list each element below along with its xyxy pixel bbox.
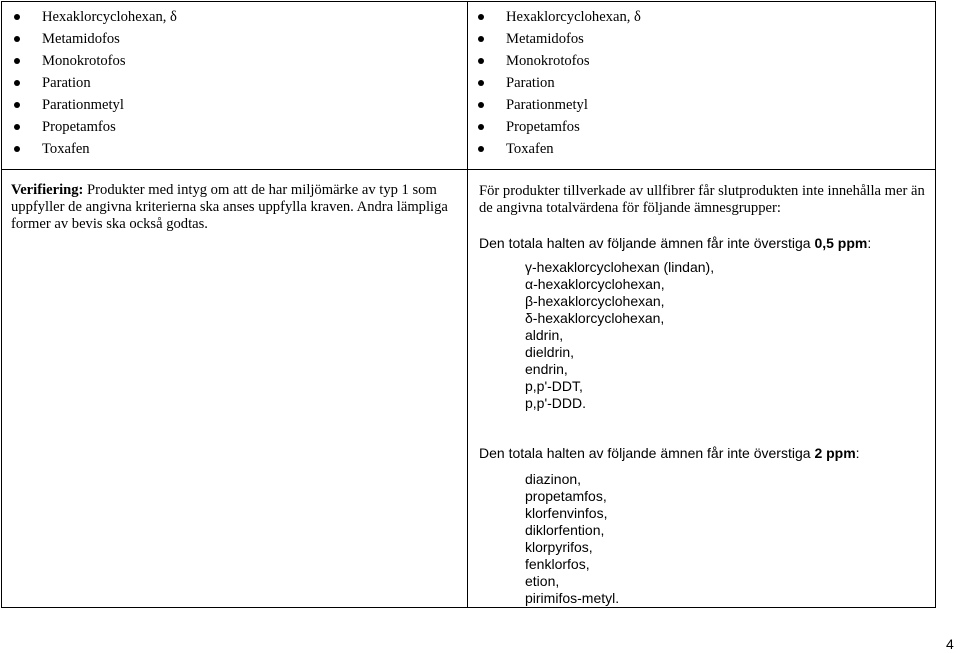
list-item: γ-hexaklorcyclohexan (lindan), — [525, 259, 715, 275]
list-item: pirimifos-metyl. — [525, 590, 620, 606]
list-item: Metamidofos — [474, 28, 641, 50]
page-number: 4 — [946, 636, 954, 652]
list-item: p,p'-DDT, — [525, 378, 583, 394]
limit-heading-2 — [479, 445, 860, 461]
verification-text: Produkter med intyg om att de har miljömärke av typ 1 som uppfyller de angivna kriterierna ska anses uppfylla kraven. Andra lämpliga former av bevis ska också godtas. — [11, 182, 448, 232]
list-item: fenklorfos, — [525, 556, 590, 572]
limit-value: 0,5 ppm — [814, 235, 868, 251]
limit-heading-1 — [479, 235, 871, 251]
limit-suffix: : — [867, 235, 872, 251]
list-item: dieldrin, — [525, 344, 575, 360]
limit-text: Den totala halten av följande ämnen får inte överstiga — [479, 235, 815, 251]
right-substance-list — [474, 6, 641, 160]
list-item: α-hexaklorcyclohexan, — [525, 276, 665, 292]
list-item: aldrin, — [525, 327, 564, 343]
list-item: propetamfos, — [525, 488, 607, 504]
list-item: etion, — [525, 573, 560, 589]
substance-group-2 — [525, 471, 619, 607]
list-item: Metamidofos — [10, 28, 177, 50]
verification-paragraph — [11, 182, 463, 233]
substance-group-1 — [525, 259, 714, 412]
left-substance-list — [10, 6, 177, 160]
list-item: Monokrotofos — [474, 50, 641, 72]
column-divider-top — [467, 2, 468, 170]
list-item: Toxafen — [10, 138, 177, 160]
list-item: Paration — [474, 72, 641, 94]
criteria-table — [1, 1, 936, 608]
list-item: Hexaklorcyclohexan, δ — [474, 6, 641, 28]
column-divider-bottom — [467, 170, 468, 607]
list-item: Parationmetyl — [10, 94, 177, 116]
list-item: klorpyrifos, — [525, 539, 593, 555]
list-item: Propetamfos — [474, 116, 641, 138]
verification-label: Verifiering: — [11, 182, 84, 198]
list-item: δ-hexaklorcyclohexan, — [525, 310, 665, 326]
list-item: Parationmetyl — [474, 94, 641, 116]
list-item: diazinon, — [525, 471, 582, 487]
list-item: β-hexaklorcyclohexan, — [525, 293, 665, 309]
intro-paragraph: För produkter tillverkade av ullfibrer får slutprodukten inte innehålla mer än de angivna totalvärdena för följande ämnesgrupper: — [479, 183, 925, 216]
list-item: diklorfention, — [525, 522, 605, 538]
limit-text: Den totala halten av följande ämnen får inte överstiga — [479, 445, 815, 461]
list-item: endrin, — [525, 361, 568, 377]
list-item: Monokrotofos — [10, 50, 177, 72]
limit-suffix: : — [855, 445, 860, 461]
list-item: Propetamfos — [10, 116, 177, 138]
list-item: p,p'-DDD. — [525, 395, 587, 411]
row-divider — [2, 169, 935, 170]
list-item: Toxafen — [474, 138, 641, 160]
limit-value: 2 ppm — [814, 445, 856, 461]
list-item: klorfenvinfos, — [525, 505, 608, 521]
list-item: Paration — [10, 72, 177, 94]
list-item: Hexaklorcyclohexan, δ — [10, 6, 177, 28]
